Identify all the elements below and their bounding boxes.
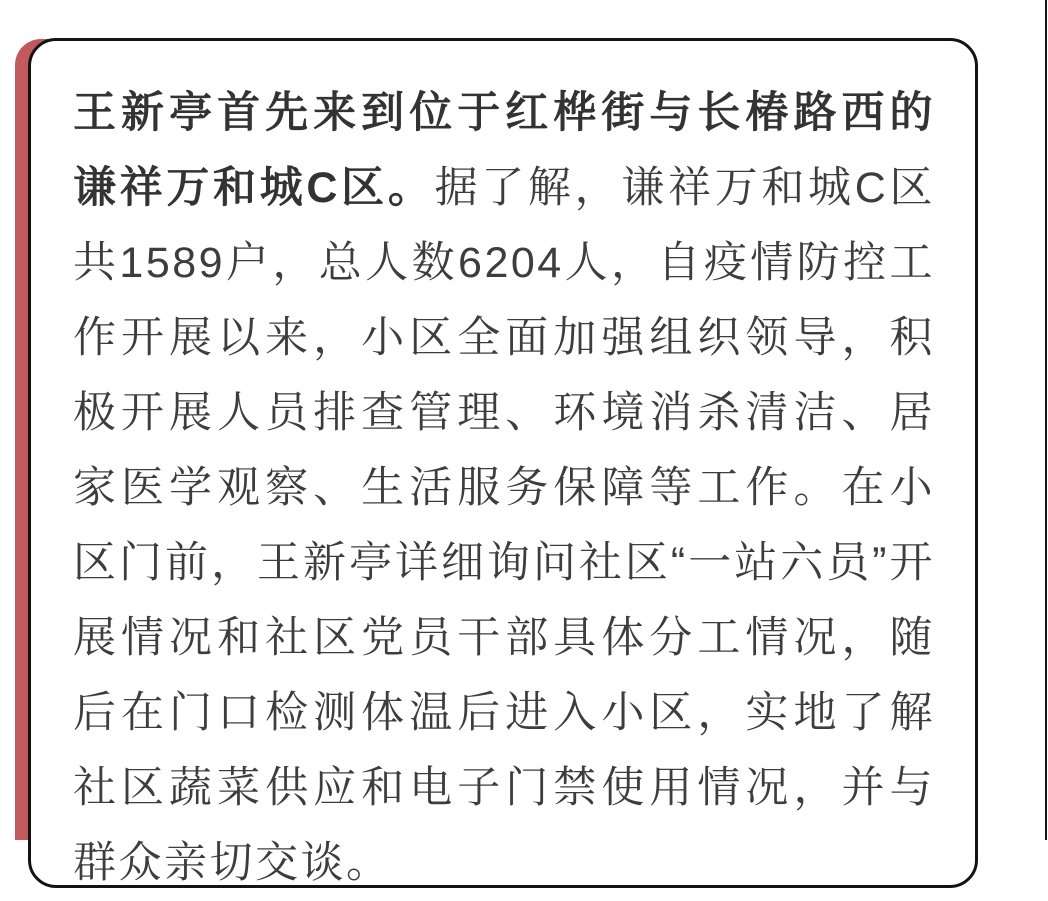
text-card [28, 38, 978, 888]
article-paragraph [31, 41, 975, 901]
article-body-text: 据了解，谦祥万和城C区共1589户，总人数6204人，自疫情防控工作开展以来，小区全面加强组织领导，积极开展人员排查管理、环境消杀清洁、居家医学观察、生活服务保障等工作。在小区门前，王新亭详细询问社区“一站六员”开展情况和社区党员干部具体分工情况，随后在门口检测体温后进入小区，实地了解社区蔬菜供应和电子门禁使用情况，并与群众亲切交谈。 [73, 164, 935, 887]
article-lead-sentence: 王新亭首先来到位于红桦街与长椿路西的谦祥万和城C区。 [73, 89, 935, 212]
adjacent-card-edge [1045, 0, 1047, 840]
